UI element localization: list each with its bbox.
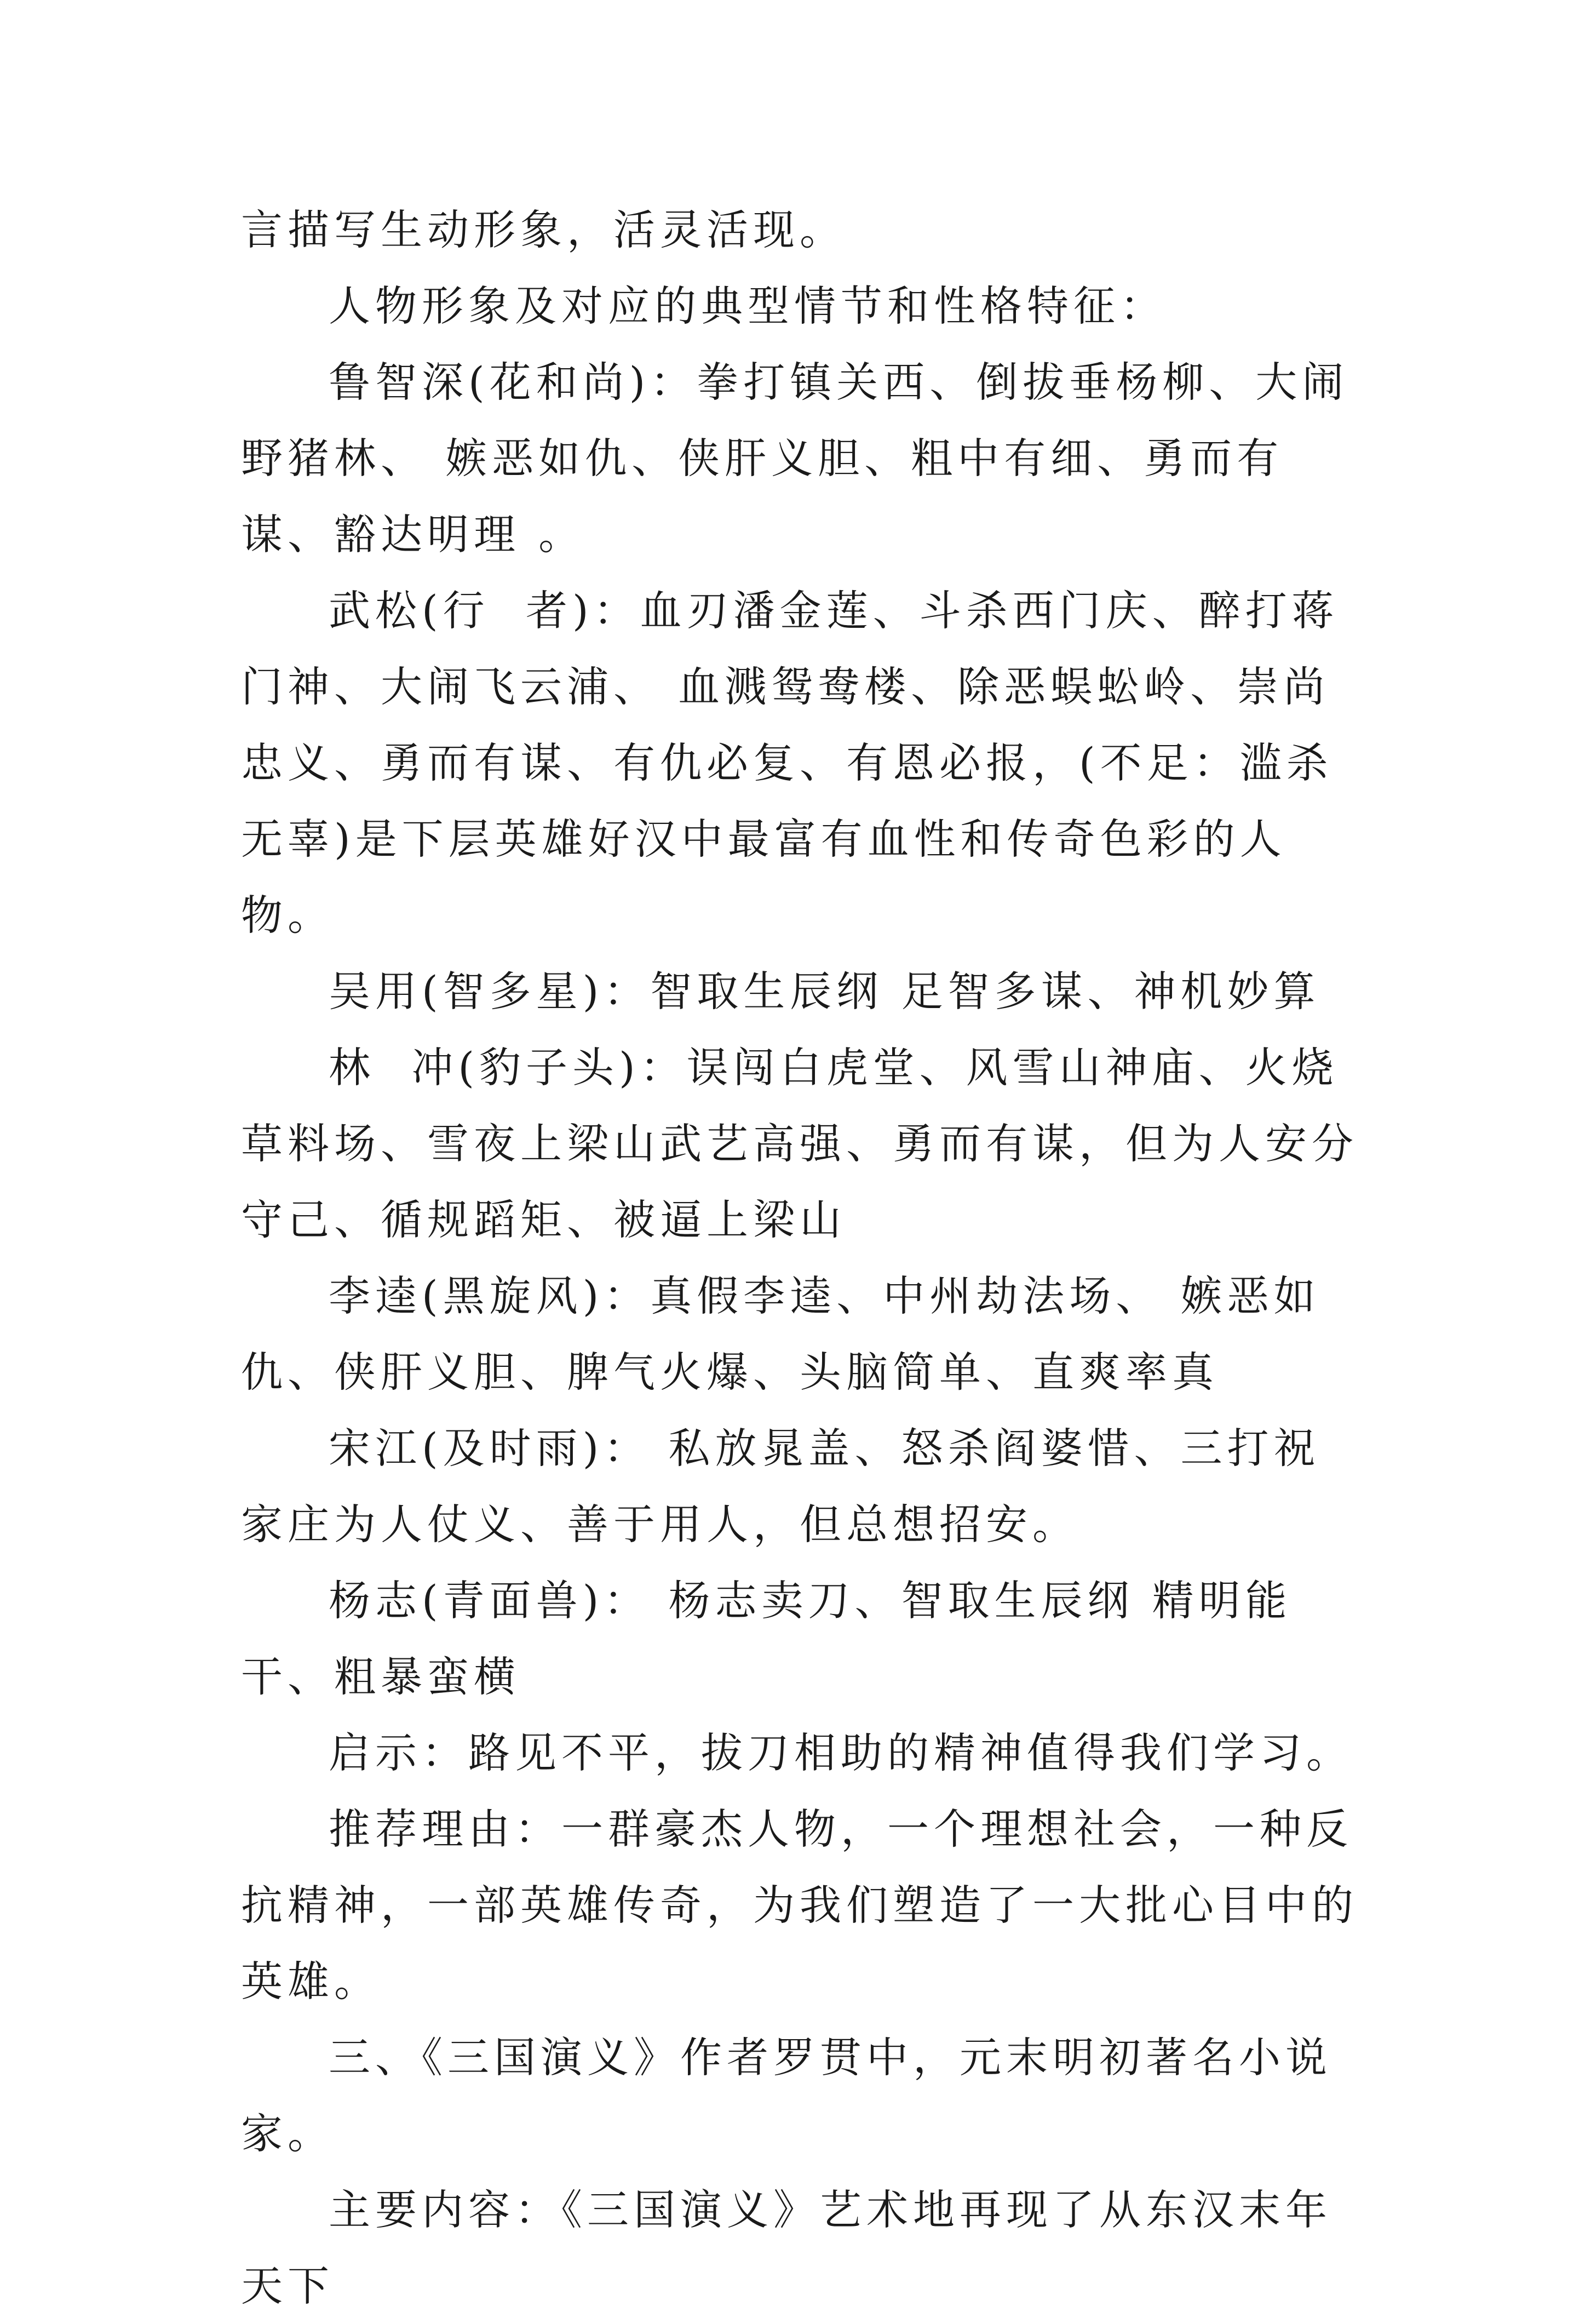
paragraph-recommendation: 推荐理由：一群豪杰人物，一个理想社会，一种反抗精神，一部英雄传奇，为我们塑造了一大批心目中的英雄。 xyxy=(241,1805,1358,2006)
paragraph-inspiration: 启示：路见不平，拔刀相助的精神值得我们学习。 xyxy=(329,1728,1353,1777)
paragraph-continuation: 言描写生动形象，活灵活现。 xyxy=(241,205,846,254)
paragraph-lin-chong: 林 冲(豹子头)：误闯白虎堂、风雪山神庙、火烧草料场、雪夜上梁山武艺高强、勇而有谋，但为人安分守己、循规蹈矩、被逼上梁山 xyxy=(241,1043,1358,1244)
paragraph-wu-yong: 吴用(智多星)：智取生辰纲 足智多谋、神机妙算 xyxy=(329,967,1320,1016)
paragraph-li-kui: 李逵(黑旋风)：真假李逵、中州劫法场、 嫉恶如仇、侠肝义胆、脾气火爆、头脑简单、直爽率真 xyxy=(241,1272,1320,1396)
paragraph-character-intro: 人物形象及对应的典型情节和性格特征： xyxy=(329,282,1167,330)
paragraph-wu-song: 武松(行 者)：血刃潘金莲、斗杀西门庆、醉打蒋门神、大闹飞云浦、 血溅鸳鸯楼、除恶蜈蚣岭、崇尚忠义、勇而有谋、有仇必复、有恩必报，(不足：滥杀无辜)是下层英雄好汉中最富有血性和传奇色彩的人物。 xyxy=(241,586,1339,940)
paragraph-song-jiang: 宋江(及时雨)： 私放晁盖、怒杀阎婆惜、三打祝家庄为人仗义、善于用人，但总想招安。 xyxy=(241,1424,1320,1549)
paragraph-three-kingdoms-content: 主要内容：《三国演义》艺术地再现了从东汉末年天下 xyxy=(241,2185,1332,2310)
paragraph-yang-zhi: 杨志(青面兽)： 杨志卖刀、智取生辰纲 精明能干、粗暴蛮横 xyxy=(241,1576,1292,1701)
document-body xyxy=(241,192,1358,2324)
paragraph-three-kingdoms-author: 三、《三国演义》作者罗贯中，元末明初著名小说家。 xyxy=(241,2033,1332,2158)
paragraph-lu-zhishen: 鲁智深(花和尚)：拳打镇关西、倒拔垂杨柳、大闹野猪林、 嫉恶如仇、侠肝义胆、粗中有细、勇而有谋、豁达明理 。 xyxy=(241,358,1349,559)
